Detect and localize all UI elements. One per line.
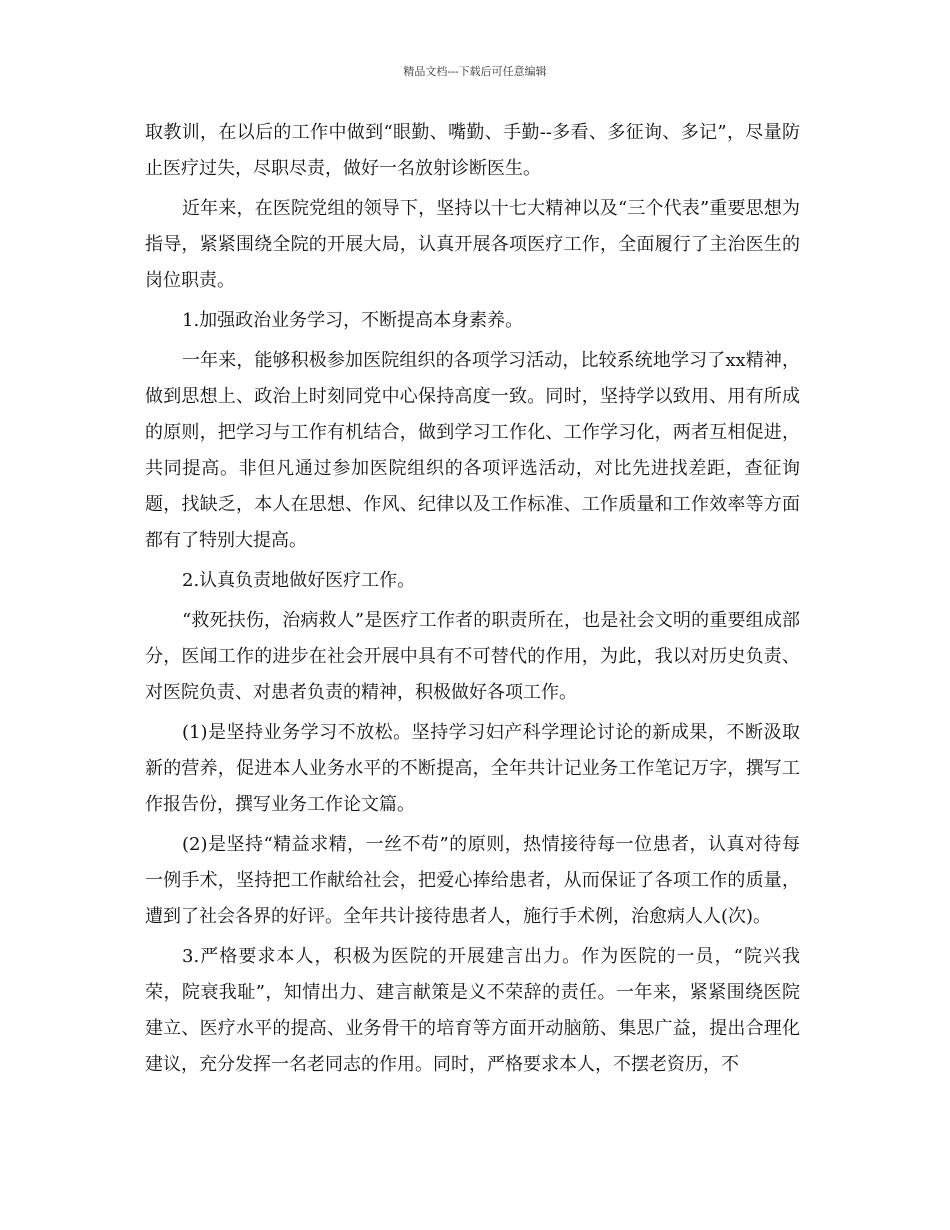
section-heading-1: 1.加强政治业务学习，不断提高本身素养。 (182, 310, 524, 331)
paragraph-section-3: 3.严格要求本人，积极为医院的开展建言出力。作为医院的一员，“院兴我荣，院衰我耻”，知情出力、建言献策是义不荣辞的责任。一年来，紧紧围绕医院建立、医疗水平的提高、业务骨干的培育等方面开动脑筋、集思广益，提出合理化建议，充分发挥一名老同志的作用。同时，严格要求本人，不摆老资历，不 (145, 946, 800, 1075)
paragraph-intro: 近年来，在医院党组的领导下，坚持以十七大精神以及“三个代表”重要思想为指导，紧紧围绕全院的开展大局，认真开展各项医疗工作，全面履行了主治医生的岗位职责。 (145, 198, 800, 291)
section-heading-2: 2.认真负责地做好医疗工作。 (182, 570, 416, 591)
page-header: 精品文档---下载后可任意编辑 (403, 65, 547, 78)
paragraph-item-1: (1)是坚持业务学习不放松。坚持学习妇产科学理论讨论的新成果，不断汲取新的营养，促进本人业务水平的不断提高，全年共计记业务工作笔记万字，撰写工作报告份，撰写业务工作论文篇。 (145, 722, 800, 815)
paragraph-study: 一年来，能够积极参加医院组织的各项学习活动，比较系统地学习了xx精神，做到思想上、政治上时刻同党中心保持高度一致。同时，坚持学以致用、用有所成的原则，把学习与工作有机结合，做到学习工作化、工作学习化，两者互相促进，共同提高。非但凡通过参加医院组织的各项评选活动，对比先进找差距，查征询题，找缺乏，本人在思想、作风、纪律以及工作标准、工作质量和工作效率等方面都有了特别大提高。 (145, 350, 800, 551)
document-body (145, 115, 800, 1083)
paragraph-continuation: 取教训，在以后的工作中做到“眼勤、嘴勤、手勤--多看、多征询、多记”，尽量防止医疗过失，尽职尽责，做好一名放射诊断医生。 (145, 122, 800, 179)
paragraph-item-2: (2)是坚持“精益求精，一丝不苟”的原则，热情接待每一位患者，认真对待每一例手术，坚持把工作献给社会，把爱心捧给患者，从而保证了各项工作的质量，遭到了社会各界的好评。全年共计接待患者人，施行手术例，治愈病人人(次)。 (145, 834, 800, 927)
paragraph-medical-duty: “救死扶伤，治病救人”是医疗工作者的职责所在，也是社会文明的重要组成部分，医闻工作的进步在社会开展中具有不可替代的作用，为此，我以对历史负责、对医院负责、对患者负责的精神，积极做好各项工作。 (145, 610, 800, 703)
